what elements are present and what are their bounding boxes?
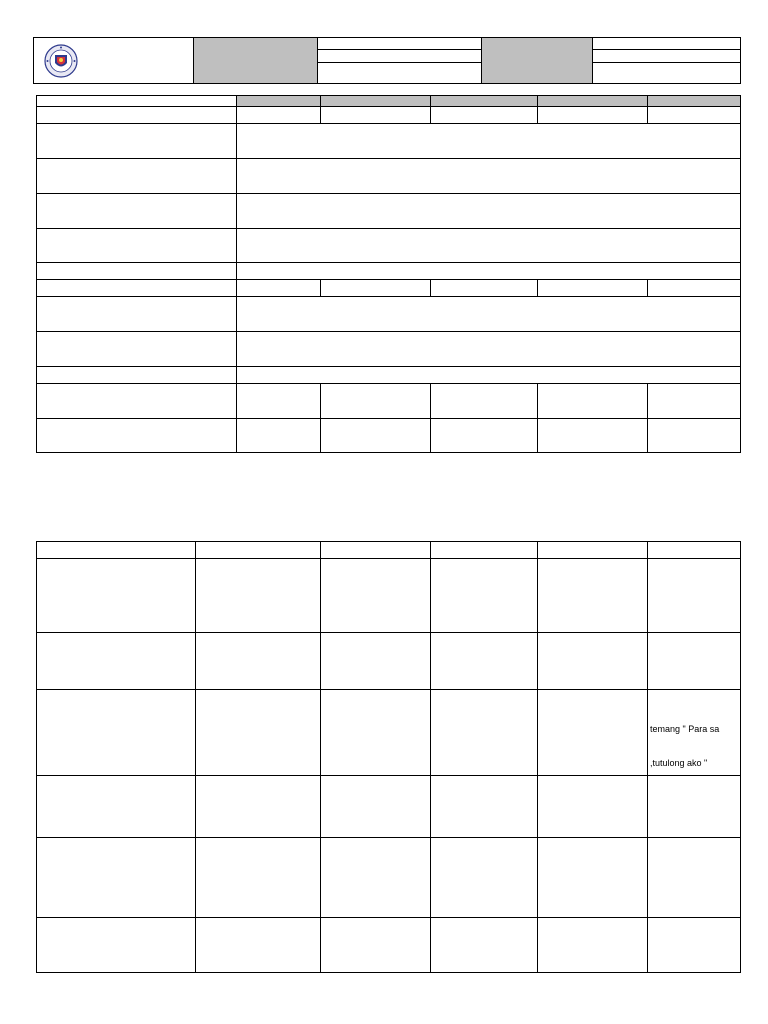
- plan-cell: [538, 384, 648, 419]
- grid-cell: [196, 690, 321, 776]
- plan-cell: [237, 384, 321, 419]
- grid-header-cell: [321, 542, 431, 559]
- grid-header-cell: [648, 542, 741, 559]
- plan-row-label: [37, 297, 237, 332]
- plan-cell: [321, 280, 431, 297]
- plan-row-label: [37, 419, 237, 453]
- plan-row-label: [37, 332, 237, 367]
- plan-cell: [648, 419, 741, 453]
- notes-line-1: temang " Para sa: [650, 724, 720, 734]
- plan-cell: [431, 419, 538, 453]
- grid-row-label: [37, 559, 196, 633]
- grid-header-cell: [196, 542, 321, 559]
- plan-row-label: [37, 280, 237, 297]
- grid-header-cell: [37, 542, 196, 559]
- plan-cell: [648, 107, 741, 124]
- grid-cell: [648, 776, 741, 838]
- teacher-field: [318, 50, 482, 62]
- plan-row-label: [37, 124, 237, 159]
- grid-cell: [538, 838, 648, 918]
- grid-cell: [648, 838, 741, 918]
- plan-row-label: [37, 159, 237, 194]
- grid-row-label: [37, 633, 196, 690]
- quarter-field: [593, 62, 741, 83]
- plan-header-label: [37, 96, 237, 107]
- plan-merged-cell: [237, 124, 741, 159]
- grid-cell: [321, 918, 431, 973]
- grid-cell: [538, 918, 648, 973]
- logo-cell: [34, 38, 194, 84]
- plan-merged-cell: [237, 367, 741, 384]
- activity-grid-table: [36, 541, 741, 973]
- plan-day-5: [648, 96, 741, 107]
- grid-cell: [321, 633, 431, 690]
- plan-day-4: [538, 96, 648, 107]
- grid-cell: [321, 838, 431, 918]
- grid-cell: [538, 690, 648, 776]
- plan-cell: [538, 107, 648, 124]
- grid-cell: [648, 633, 741, 690]
- plan-cell: [431, 384, 538, 419]
- plan-row-label: [37, 107, 237, 124]
- grid-cell: [431, 690, 538, 776]
- plan-table: [36, 95, 741, 453]
- grid-cell: [431, 918, 538, 973]
- grid-cell: [196, 633, 321, 690]
- plan-row-label: [37, 263, 237, 280]
- plan-row-label: [37, 367, 237, 384]
- grid-cell: [321, 776, 431, 838]
- grade-field: [593, 38, 741, 50]
- plan-merged-cell: [237, 263, 741, 280]
- plan-cell: [321, 107, 431, 124]
- grid-row-label: [37, 918, 196, 973]
- plan-cell: [237, 419, 321, 453]
- deped-seal-icon: [44, 44, 78, 78]
- plan-merged-cell: [237, 229, 741, 263]
- plan-cell: [648, 280, 741, 297]
- grade-label-cell: [482, 38, 593, 84]
- grid-cell: [538, 776, 648, 838]
- grid-cell: [431, 633, 538, 690]
- school-field: [318, 38, 482, 50]
- grid-cell: [321, 690, 431, 776]
- school-label-cell: [194, 38, 318, 84]
- plan-cell: [321, 419, 431, 453]
- date-field: [318, 62, 482, 83]
- plan-day-2: [321, 96, 431, 107]
- grid-cell: [196, 918, 321, 973]
- plan-day-3: [431, 96, 538, 107]
- grid-cell: [196, 559, 321, 633]
- plan-cell: [648, 384, 741, 419]
- grid-cell: [431, 559, 538, 633]
- grid-cell: [648, 559, 741, 633]
- grid-row-label: [37, 776, 196, 838]
- grid-row-label: [37, 690, 196, 776]
- plan-cell: [237, 280, 321, 297]
- grid-cell: [431, 776, 538, 838]
- grid-cell: [321, 559, 431, 633]
- plan-merged-cell: [237, 159, 741, 194]
- plan-cell: [431, 280, 538, 297]
- notes-line-2: ,tutulong ako ": [650, 758, 708, 768]
- subject-field: [593, 50, 741, 62]
- grid-cell: [196, 776, 321, 838]
- plan-cell: [237, 107, 321, 124]
- grid-header-cell: [538, 542, 648, 559]
- plan-cell: [538, 419, 648, 453]
- plan-cell: [538, 280, 648, 297]
- plan-merged-cell: [237, 194, 741, 229]
- plan-day-1: [237, 96, 321, 107]
- plan-cell: [321, 384, 431, 419]
- plan-merged-cell: [237, 332, 741, 367]
- plan-row-label: [37, 194, 237, 229]
- plan-cell: [431, 107, 538, 124]
- grid-header-cell: [431, 542, 538, 559]
- plan-row-label: [37, 384, 237, 419]
- grid-cell: [196, 838, 321, 918]
- plan-merged-cell: [237, 297, 741, 332]
- grid-cell: [538, 633, 648, 690]
- grid-cell: [648, 918, 741, 973]
- plan-row-label: [37, 229, 237, 263]
- grid-cell: [538, 559, 648, 633]
- header-table: [33, 37, 741, 84]
- grid-notes-cell: [648, 690, 741, 776]
- grid-row-label: [37, 838, 196, 918]
- grid-cell: [431, 838, 538, 918]
